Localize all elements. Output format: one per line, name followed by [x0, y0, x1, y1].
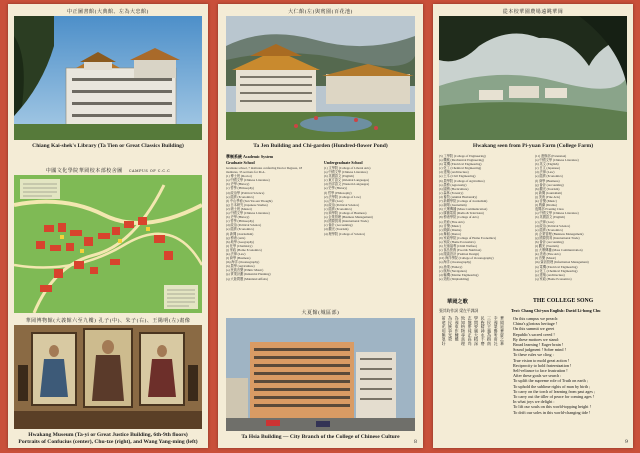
song-line: Reciprocity to hold fraternization ! [513, 362, 572, 368]
program-line: (c) 森林 (Forestry) [439, 190, 464, 195]
museum-photo [14, 325, 202, 429]
program-line: (b) 英國語文 (English) [324, 174, 354, 179]
song-line: To carry out the tiller of peace for coming ages ! [513, 394, 595, 400]
program-line: (h) 觀光 (Tourism) [535, 186, 560, 191]
program-line: (c) 日文 (Japanese) [535, 166, 560, 171]
song-line-zh: 民族精神永不磨 [480, 316, 486, 346]
program-line: (i) 新聞 (Journalism) [535, 190, 563, 195]
song-line: After these goals we search : [513, 373, 562, 379]
program-line: (1) 博士班 (Doctor) [226, 174, 252, 179]
program-line: (b) 國際貿易 (International Trade) [324, 219, 369, 224]
program-line: (a) 中國文學 (Chinese Literature) [226, 211, 270, 216]
program-line: (g) 會計 (Accounting) [535, 182, 564, 187]
song-line: On this campus we preach: [513, 316, 559, 321]
museum-caption-en-2: Portraits of Confucius (center), Chu-tze (right), and Wang Yang-ming (left) [18, 439, 198, 445]
program-line: (p) 實業計劃 (Industrial Planning) [226, 272, 271, 277]
song-line-zh: 致知格物尋真理 [461, 316, 466, 346]
song-line: Republic's sacred creed ! [513, 331, 555, 337]
page-number-8: 8 [413, 439, 417, 445]
program-line: (d) 西洋語文 (Western Languages) [324, 182, 370, 187]
tahsia-caption-en: Ta Hsia Building — City Branch of the College of Chinese Culture [241, 434, 400, 440]
song-line: China's glorious heritage ! [513, 321, 558, 327]
program-line: (e) 經濟 (Economics) [535, 174, 563, 179]
tajen-caption-zh: 大仁館(左)與賓園(百花池) [288, 9, 353, 15]
program-line: (m) 資訊管理 (Information Management) [535, 260, 589, 265]
program-line: (d) 建築 (Architecture) [439, 170, 469, 175]
song-line: On this summit we greet [513, 326, 555, 332]
program-line: (a) 中國文學 (Chinese Literature) [226, 178, 270, 183]
program-line: (o) 民族音樂 (Ethnic Music) [226, 268, 264, 273]
program-line: (f) 新聞 (Journalism) [226, 231, 254, 236]
program-line: (j) 美術 (Fine Arts) [535, 194, 560, 199]
program-line: (b) 英文 (English) [535, 162, 559, 167]
program-line: (q) 家政 (Home Economics) [535, 276, 572, 281]
program-line: (d) 畜牧 (Animal Husbandry) [439, 194, 478, 199]
program-line: (a) 中國文學 (Chinese Literature) [324, 170, 368, 175]
farm-photo [439, 16, 627, 140]
museum-caption-en-1: Hwakang Museum (Ta-yi or Great Justice Building, 6th-9th floors) [28, 432, 188, 438]
song-credit-zh: 張其昀作詞 梁在平譯詞 [439, 308, 479, 313]
song-line: By these mottoes we stand: [513, 336, 559, 342]
program-line: (e) 土木 (Civil Engineering) [439, 174, 476, 179]
program-line: (i) 觀光 (Tourism) [535, 244, 559, 249]
program-line: (d) 輪機 (Marine Engineering) [439, 272, 479, 277]
program-line: (d) 舞蹈 (Dance) [439, 231, 461, 236]
program-line: (a) 家政 (Home Economics) [439, 239, 476, 244]
program-line: 夜間部 Evening Class [535, 207, 564, 212]
program-line: (b) 政治 (Political Science) [324, 202, 360, 207]
program-line: (f) 哲學 (Philosophy) [324, 190, 352, 195]
program-line: (a) 法律 (Law) [324, 198, 344, 203]
undergraduate-list [324, 166, 418, 284]
program-line: (h) 會計 (Accounting) [535, 239, 564, 244]
program-line: (a) 新聞 (Journalism) [439, 203, 467, 208]
program-line: (q) 大陸問題 (Mainland Affairs) [226, 276, 268, 281]
song-line: In what joys we delight : [513, 399, 555, 405]
program-line: (k) 美術 (Fine Arts) [535, 252, 561, 257]
song-line-zh: 為國家作棟樑 [454, 316, 460, 342]
graduate-list [226, 166, 322, 284]
program-line: (6) 農學院 (College of Agriculture) [439, 178, 485, 183]
song-line: To uplift the supreme role of Truth on earth ; [513, 378, 588, 384]
program-line: (a) 企業管理 (Business Management) [324, 215, 373, 220]
museum-caption-zh: 華岡博物館(大義館六至九樓) 孔子(中)、朱子(右)、王陽明(左)畫像 [25, 318, 191, 324]
program-line: (j) 大眾傳播 (Mass Communication) [535, 248, 583, 253]
program-line: (c) 東方語文 (Oriental Languages) [324, 178, 370, 183]
program-line: (c) 哲學 (Philosophy) [226, 219, 254, 224]
colleges-list [439, 154, 531, 286]
program-line: (1) 文學院 (College of Liberal Arts) [324, 166, 371, 170]
program-line: (d) 政治學 (Political Science) [226, 190, 265, 195]
program-line: (a) 海洋 (Oceanography) [439, 260, 472, 265]
song-line: Sound judgment ! Sober mind ! [513, 347, 566, 353]
program-line: (c) 經濟 (Economics) [324, 206, 352, 211]
song-line: To uphold the sublime rights of man by birth ; [513, 383, 591, 389]
map-title-tag: CAMPUS OF C.C.C [128, 169, 171, 173]
program-line: (e) 史學 (History) [324, 186, 348, 191]
program-line: (c) 廣播電視 (Radio & Television) [439, 211, 484, 216]
program-line: Graduate school, 7 institutes conferring Doctor Degrees, 18 [226, 166, 303, 170]
program-line: (g) 日本研究 (Japanese Studies) [226, 202, 268, 207]
panel-left [8, 4, 208, 448]
page-number-9: 9 [624, 439, 628, 445]
program-line: (b) 史學 (History) [226, 215, 250, 220]
program-line: (3) 商學院 (College of Business) [324, 211, 367, 216]
program-line: (k) 音樂 (Music) [535, 199, 557, 204]
program-line: (m) 海洋 (Oceanography) [226, 260, 260, 265]
song-line-zh: 三民主義為指南 [487, 316, 492, 346]
tajen-photo [226, 16, 415, 140]
program-line: (c) 會計 (Accounting) [324, 223, 353, 228]
song-line: Broad learning ! Eager brain ! [513, 342, 564, 348]
program-line: (c) 化工 (Chemical Engineering) [439, 166, 482, 171]
song-line: To drift our soles in this world-changing tide ! [513, 409, 591, 415]
program-line: (f) 商學 (Business) [535, 178, 560, 183]
program-line: (10) 海洋學院 (College of Oceanography) [439, 256, 494, 261]
program-line: (d) 法律 (Law) [535, 170, 555, 175]
tajen-caption-en: Ta Jen Building and Chi-garden (Hundred-flower Pond) [253, 143, 388, 149]
program-line: (l) 音樂 (Music) [535, 256, 557, 261]
program-line: (c) 航海 (Navigation) [439, 268, 467, 273]
program-line: (c) 戲劇 (Drama) [439, 227, 462, 232]
program-line: (b) 電機 (Electrical Engineering) [439, 162, 482, 167]
song-line-zh: 中國榮譽所寄託 [493, 316, 499, 346]
song-line: Self-reliance to face frustration ! [513, 368, 568, 374]
panel-middle [218, 4, 423, 448]
song-line-zh: 志趣要純正高尚 [467, 316, 473, 346]
song-credit-en: Text: Chang Chi-yun English: David Li-hong Chu [511, 308, 601, 313]
song-title-en: THE COLLEGE SONG [533, 298, 594, 304]
library-caption-en: Chiang Kai-shek's Library (Ta Tien or Great Classics Building) [32, 143, 184, 149]
song-line-zh: 學問要廣大精深 [474, 316, 479, 346]
program-line: (4) 理學院 (College of Science) [324, 231, 366, 236]
song-line: True vision to mold great action ! [513, 357, 570, 363]
program-line: (e) 經濟 (Economics) [226, 227, 254, 232]
program-line: (11) 進修部 (Extension) [535, 154, 567, 158]
library-caption-zh: 中正圖書館(大典館、左為大忠館) [67, 9, 149, 15]
panel-right [433, 4, 633, 448]
program-line: (g) 國際貿易 (International Trade) [535, 235, 580, 240]
program-line: (e) 經濟 (Economics) [226, 194, 254, 199]
program-line: (b) 史學 (History) [226, 182, 250, 187]
program-line: (d) 服裝設計 (Fashion Design) [439, 252, 480, 257]
library-photo [14, 16, 202, 140]
song-lyrics-zh [439, 316, 505, 428]
program-line: (k) 法律 (Law) [226, 251, 246, 256]
song-line: To lift our souls on this world-topping height ! [513, 404, 591, 410]
program-line: (a) 中國文學 (Chinese Literature) [535, 211, 579, 216]
program-line: (9) 家政學院 (College of Home Economics) [439, 235, 497, 240]
program-line: (2) 碩士班 (Master) [226, 206, 252, 211]
program-line: (b) 兒童福利 (Child Welfare) [439, 244, 478, 249]
song-line-zh: 華岡是華夏之華 [500, 316, 505, 346]
program-line: (b) 漁業 (Fishery) [439, 264, 463, 269]
program-line: (5) 工學院 (College of Engineering) [439, 154, 486, 158]
song-title-zh: 華岡之歌 [447, 299, 468, 305]
program-line: (a) 中國文學 (Chinese Literature) [535, 158, 579, 163]
farm-caption-zh: 從本校華園農場遠眺華岡 [502, 9, 564, 15]
program-line: (f) 企業管理 (Business Management) [535, 231, 584, 236]
song-lyrics-en [513, 316, 629, 436]
song-line-zh: 為民族爭光榮 [448, 316, 453, 342]
program-line: (l) 戲劇 (Drama) [535, 203, 557, 208]
program-line: institutes, 33 sections for M.A. [226, 170, 266, 175]
program-line: (b) 英國語文 (English) [535, 215, 565, 220]
program-line: (n) 農學 (Agriculture) [226, 264, 255, 269]
program-line: (8) 藝術學院 (College of Arts) [439, 215, 479, 220]
map-title-zh: 中國文化學院華岡校本部校舍圖 CAMPUS OF C.C.C [45, 168, 171, 174]
graduate-school-header: Graduate School [226, 160, 255, 165]
program-line: (l) 商學 (Business) [226, 256, 251, 261]
song-line: To carry on the torch of learning from past ages ; [513, 388, 596, 394]
song-line: To these rules we cling : [513, 352, 554, 358]
extension-evening-list [535, 154, 629, 286]
program-line: (p) 建築 (Architecture) [535, 272, 565, 277]
program-line: (c) 法律 (Law) [535, 219, 555, 224]
academic-system-header: 學制系統 Academic System [226, 154, 274, 159]
program-line: (a) 美術 (Fine Arts) [439, 219, 465, 224]
program-line: (g) 藝術 (Arts) [226, 235, 246, 240]
program-line: (b) 大眾傳播 (Mass Communication) [439, 207, 488, 212]
program-line: (2) 法學院 (College of Law) [324, 194, 361, 199]
tahsia-photo [226, 318, 415, 431]
farm-caption-en: Hwakang seen from Pi-yuan Farm (College Farm) [472, 143, 594, 149]
program-line: (e) 經濟 (Economics) [535, 227, 563, 232]
program-line: (o) 化工 (Chemical Engineering) [535, 268, 578, 273]
program-line: (7) 新聞學院 (College of Journalism) [439, 199, 488, 204]
program-line: (d) 政治 (Political Science) [226, 223, 262, 228]
program-line: (b) 園藝 (Horticulture) [439, 186, 469, 191]
campus-map [14, 175, 202, 313]
program-line: (d) 觀光 (Tourism) [324, 227, 349, 232]
program-line: (n) 電機 (Electrical Engineering) [535, 264, 578, 269]
program-line: (a) 機械 (Mechanical Engineering) [439, 158, 484, 163]
undergraduate-header: Undergraduate School [324, 160, 363, 165]
program-line: (d) 政治 (Political Science) [535, 223, 571, 228]
program-line: (i) 化學 (Chemistry) [226, 243, 253, 248]
program-line: (b) 音樂 (Music) [439, 223, 461, 228]
program-line: (c) 食品營養 (Food & Nutrition) [439, 248, 482, 253]
program-line: (e) 造船 (Shipbuilding) [439, 276, 470, 281]
program-line: (j) 家政 (Home Economics) [226, 247, 262, 252]
tahsia-caption-zh: 大夏館(城區部) [301, 310, 340, 316]
program-line: (a) 農藝 (Agronomy) [439, 182, 467, 187]
program-line: (f) 中山學術 (Sun Yat-sen Thought) [226, 198, 273, 203]
song-line-zh: 前途光明無限好 [441, 316, 447, 346]
program-line: (c) 哲學 (Philosophy) [226, 186, 254, 191]
program-line: (h) 地學 (Geography) [226, 239, 254, 244]
